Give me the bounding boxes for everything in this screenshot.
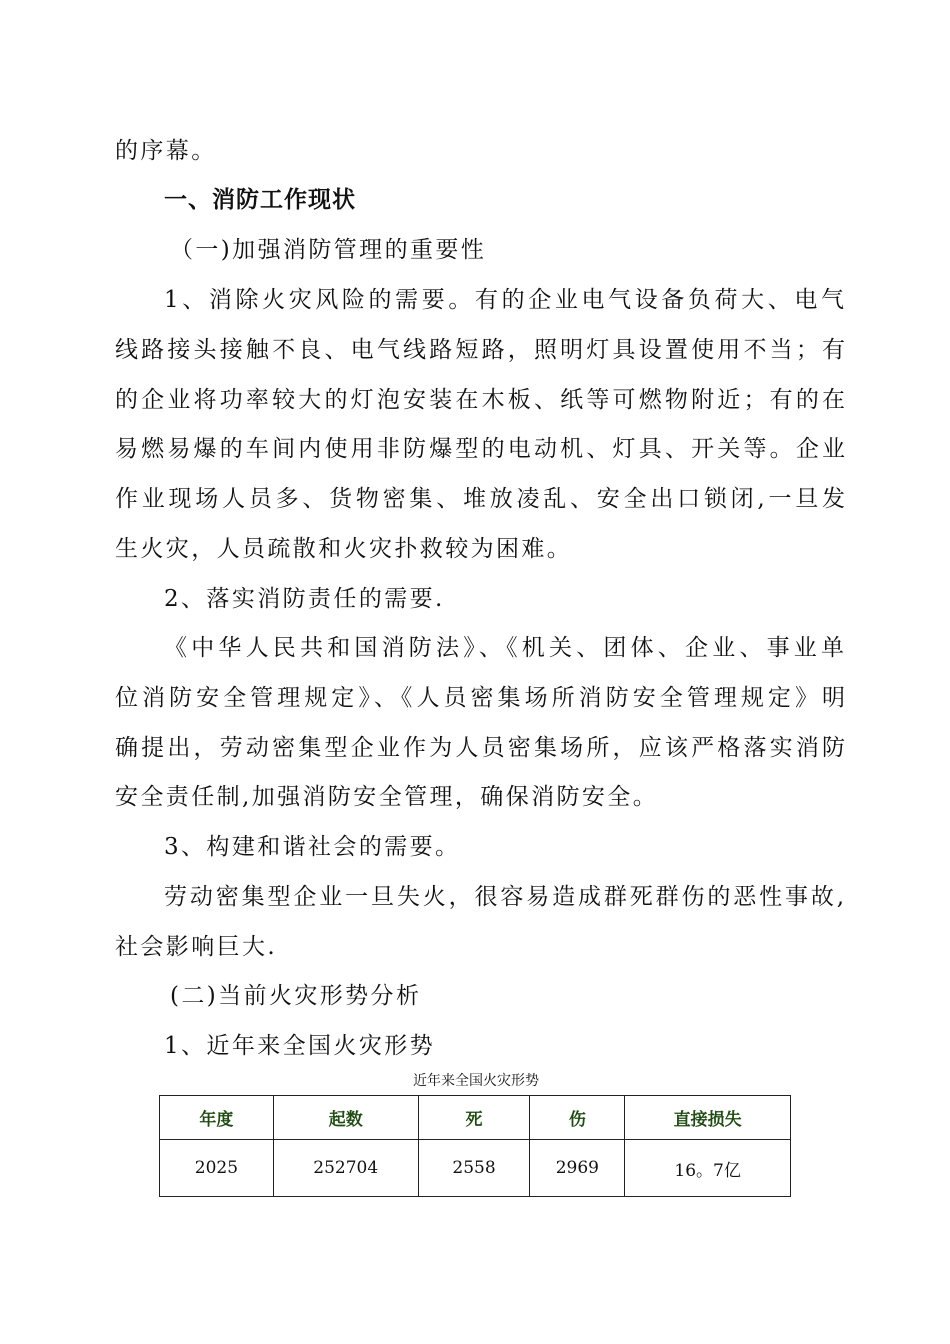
paragraph-line: 确提出，劳动密集型企业作为人员密集场所，应该严格落实消防 bbox=[115, 735, 845, 761]
subsection-heading: （一)加强消防管理的重要性 bbox=[170, 237, 487, 263]
paragraph-line: 1、近年来全国火灾形势 bbox=[164, 1033, 436, 1059]
table-caption: 近年来全国火灾形势 bbox=[413, 1073, 539, 1089]
paragraph-line: 1、消除火灾风险的需要。有的企业电气设备负荷大、电气 bbox=[164, 287, 844, 313]
paragraph-line: 作业现场人员多、货物密集、堆放凌乱、安全出口锁闭,一旦发 bbox=[115, 486, 845, 512]
paragraph-line: 的企业将功率较大的灯泡安装在木板、纸等可燃物附近；有的在 bbox=[115, 387, 845, 413]
paragraph-line: 2、落实消防责任的需要. bbox=[164, 586, 445, 612]
paragraph-line: 安全责任制,加强消防安全管理，确保消防安全。 bbox=[115, 784, 659, 810]
fire-statistics-table bbox=[159, 1095, 791, 1197]
column-header-deaths: 死 bbox=[418, 1096, 530, 1140]
column-header-direct-loss: 直接损失 bbox=[625, 1096, 791, 1140]
cell-count: 252704 bbox=[273, 1140, 418, 1197]
table-header-row bbox=[160, 1096, 791, 1140]
paragraph-line: 《中华人民共和国消防法》、《机关、团体、企业、事业单 bbox=[164, 635, 844, 661]
paragraph-line: 位消防安全管理规定》、《人员密集场所消防安全管理规定》明 bbox=[115, 685, 845, 711]
paragraph-line: 社会影响巨大. bbox=[115, 934, 278, 960]
paragraph-line: 易燃易爆的车间内使用非防爆型的电动机、灯具、开关等。企业 bbox=[115, 436, 845, 462]
cell-injuries: 2969 bbox=[530, 1140, 625, 1197]
column-header-year: 年度 bbox=[160, 1096, 274, 1140]
paragraph-line: 3、构建和谐社会的需要。 bbox=[164, 834, 461, 860]
table-row bbox=[160, 1140, 791, 1197]
paragraph-line: 线路接头接触不良、电气线路短路，照明灯具设置使用不当；有 bbox=[115, 337, 845, 363]
subsection-heading: (二)当前火灾形势分析 bbox=[170, 983, 422, 1009]
section-heading: 一、消防工作现状 bbox=[164, 187, 356, 213]
paragraph-line: 生火灾，人员疏散和火灾扑救较为困难。 bbox=[115, 536, 573, 562]
paragraph-line: 的序幕。 bbox=[115, 138, 217, 164]
column-header-count: 起数 bbox=[273, 1096, 418, 1140]
column-header-injuries: 伤 bbox=[530, 1096, 625, 1140]
cell-year: 2025 bbox=[160, 1140, 274, 1197]
cell-deaths: 2558 bbox=[418, 1140, 530, 1197]
cell-direct-loss: 16。7亿 bbox=[625, 1140, 791, 1197]
paragraph-line: 劳动密集型企业一旦失火，很容易造成群死群伤的恶性事故, bbox=[164, 884, 844, 910]
